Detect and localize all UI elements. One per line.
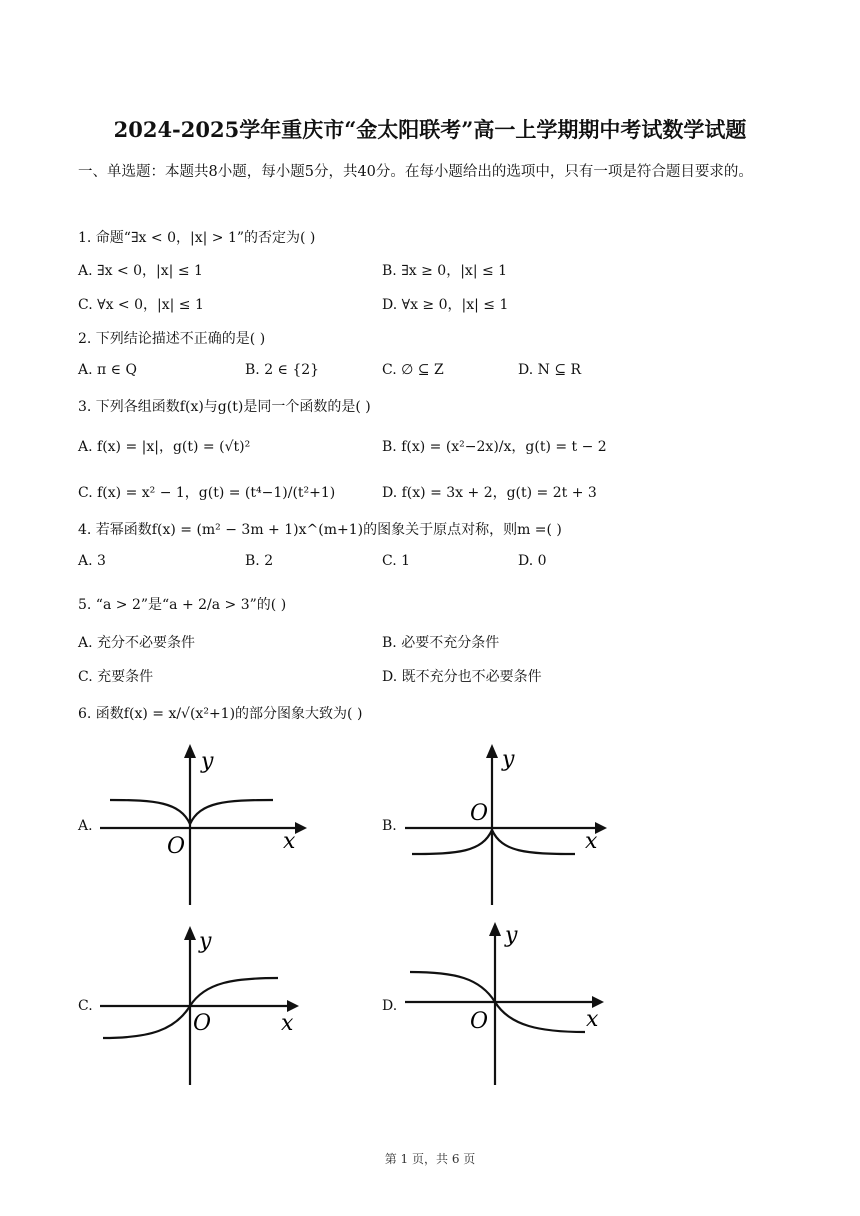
- graph-c-y-label: y: [199, 929, 212, 954]
- q1-option-a: A. ∃x < 0，|x| ≤ 1: [78, 263, 203, 279]
- question-4-stem: 4. 若幂函数f(x) = (m² − 3m + 1)x^(m+1)的图象关于原点对称，则m =( ): [78, 522, 562, 538]
- q6-option-c-label: C.: [78, 998, 93, 1014]
- graph-c: [95, 920, 310, 1090]
- q2-option-d: D. N ⊆ R: [518, 362, 582, 378]
- graph-b: [400, 740, 615, 910]
- question-2-stem: 2. 下列结论描述不正确的是( ): [78, 331, 266, 347]
- q2-option-a: A. π ∈ Q: [78, 362, 137, 378]
- q3-option-b: B. f(x) = (x²−2x)/x，g(t) = t − 2: [382, 439, 607, 455]
- graph-c-origin-label: O: [193, 1011, 212, 1036]
- q4-option-a: A. 3: [78, 553, 106, 569]
- graph-d: [400, 920, 615, 1090]
- q5-option-b: B. 必要不充分条件: [382, 635, 500, 651]
- q3-option-d: D. f(x) = 3x + 2，g(t) = 2t + 3: [382, 485, 597, 501]
- question-3-stem: 3. 下列各组函数f(x)与g(t)是同一个函数的是( ): [78, 399, 371, 415]
- q4-option-d: D. 0: [518, 553, 547, 569]
- page-footer: 第 1 页，共 6 页: [384, 1152, 476, 1166]
- page-title: 2024-2025学年重庆市“金太阳联考”高一上学期期中考试数学试题: [113, 117, 747, 142]
- graph-a-x-label: x: [283, 829, 296, 854]
- q3-option-c: C. f(x) = x² − 1，g(t) = (t⁴−1)/(t²+1): [78, 485, 336, 501]
- q5-option-a: A. 充分不必要条件: [78, 635, 196, 651]
- q5-option-d: D. 既不充分也不必要条件: [382, 669, 542, 685]
- q6-option-a-label: A.: [78, 818, 93, 834]
- q6-option-d-label: D.: [382, 998, 398, 1014]
- question-6-stem: 6. 函数f(x) = x/√(x²+1)的部分图象大致为( ): [78, 706, 363, 722]
- q4-option-b: B. 2: [245, 553, 274, 569]
- graph-d-origin-label: O: [470, 1009, 489, 1034]
- q2-option-c: C. ∅ ⊆ Z: [382, 362, 444, 378]
- question-1-stem: 1. 命题“∃x < 0，|x| > 1”的否定为( ): [78, 230, 316, 246]
- question-5-stem: 5. “a > 2”是“a + 2/a > 3”的( ): [78, 597, 287, 613]
- q1-option-c: C. ∀x < 0，|x| ≤ 1: [78, 297, 204, 313]
- graph-c-x-label: x: [281, 1011, 294, 1036]
- graph-d-x-label: x: [586, 1007, 599, 1032]
- q5-option-c: C. 充要条件: [78, 669, 154, 685]
- section-heading: 一、单选题：本题共8小题，每小题5分，共40分。在每小题给出的选项中，只有一项是符合题目要求的。: [78, 164, 753, 180]
- graph-a: [95, 740, 310, 910]
- q6-option-b-label: B.: [382, 818, 397, 834]
- graph-a-y-label: y: [201, 749, 214, 774]
- graph-b-x-label: x: [585, 829, 598, 854]
- graph-d-y-label: y: [505, 923, 518, 948]
- graph-a-origin-label: O: [167, 834, 186, 859]
- q2-option-b: B. 2 ∈ {2}: [245, 362, 320, 378]
- q4-option-c: C. 1: [382, 553, 411, 569]
- q1-option-b: B. ∃x ≥ 0，|x| ≤ 1: [382, 263, 508, 279]
- graph-b-origin-label: O: [470, 801, 489, 826]
- q3-option-a: A. f(x) = |x|，g(t) = (√t)²: [78, 439, 251, 455]
- graph-b-y-label: y: [502, 747, 515, 772]
- q1-option-d: D. ∀x ≥ 0，|x| ≤ 1: [382, 297, 509, 313]
